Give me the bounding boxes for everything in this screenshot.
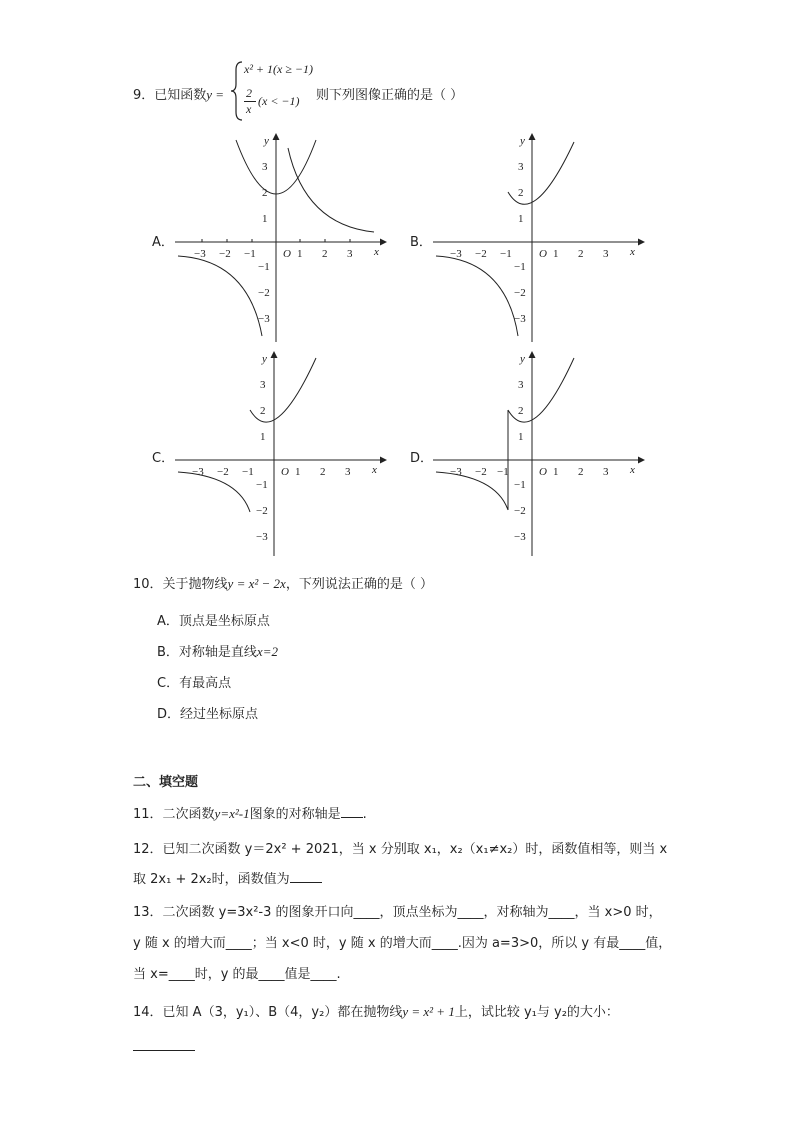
x-axis-label: x: [372, 464, 377, 476]
q9-piece1: x² + 1(x ≥ −1): [244, 62, 314, 76]
q9-stem: [133, 84, 224, 103]
q10-option-b-text: B．对称轴是直线: [157, 645, 257, 660]
q14-formula: y = x² + 1: [402, 1004, 455, 1019]
tick-label: 3: [347, 248, 353, 260]
tick-label: −1: [514, 479, 526, 491]
q14-suffix: 上，试比较 y₁与 y₂的大小：: [454, 1005, 619, 1020]
q10-prefix: 10．关于抛物线: [133, 577, 228, 592]
tick-label: −1: [500, 248, 512, 260]
tick-label: 3: [518, 161, 524, 173]
tick-label: −1: [256, 479, 268, 491]
tick-label: −2: [219, 248, 231, 260]
q11-stem: 11．二次函数y=x²-1图象的对称轴是 .: [133, 806, 367, 822]
origin-label: O: [283, 248, 291, 260]
q9-suffix: 则下列图像正确的是（ ）: [316, 88, 464, 103]
tick-label: 2: [322, 248, 328, 260]
tick-label: −3: [450, 466, 462, 478]
q12-line2-wrap: [133, 868, 322, 887]
q11-formula: y=x²-1: [214, 806, 250, 821]
y-axis-label: y: [520, 353, 525, 365]
q14-stem: [133, 1001, 619, 1020]
tick-label: 1: [297, 248, 303, 260]
tick-label: −2: [475, 248, 487, 260]
graph-c-label[interactable]: C．: [152, 451, 175, 466]
graph-d-label[interactable]: D．: [410, 451, 434, 466]
q9-piece2-den: x: [246, 102, 252, 116]
q10-suffix: ，下列说法正确的是（ ）: [285, 577, 433, 592]
tick-label: −3: [192, 466, 204, 478]
tick-label: 2: [578, 466, 584, 478]
q12-line2: 取 2x₁ + 2x₂时，函数值为: [133, 872, 290, 887]
tick-label: −2: [514, 505, 526, 517]
q10-option-b[interactable]: [157, 641, 278, 660]
tick-label: 1: [553, 466, 559, 478]
tick-label: 2: [578, 248, 584, 260]
tick-label: −3: [258, 313, 270, 325]
tick-label: −3: [450, 248, 462, 260]
graph-a-label[interactable]: A．: [152, 235, 174, 250]
tick-label: −3: [194, 248, 206, 260]
graph-c: [170, 348, 392, 558]
tick-label: 1: [518, 431, 524, 443]
hyperbola-left: [178, 472, 250, 512]
tick-label: 3: [603, 248, 609, 260]
tick-label: 1: [518, 213, 524, 225]
graph-b-label[interactable]: B．: [410, 235, 432, 250]
tick-label: 3: [345, 466, 351, 478]
tick-label: −2: [258, 287, 270, 299]
hyperbola-left: [178, 256, 262, 336]
q13-line2: y 随 x 的增大而____；当 x<0 时，y 随 x 的增大而____.因为 a=3>0，所以 y 有最____值，: [133, 936, 672, 951]
graph-a: [170, 130, 392, 345]
x-axis-label: x: [630, 464, 635, 476]
answer-blank[interactable]: [341, 805, 363, 818]
y-axis-label: y: [264, 135, 269, 147]
tick-label: 3: [603, 466, 609, 478]
answer-blank[interactable]: [290, 870, 322, 883]
tick-label: 1: [260, 431, 266, 443]
answer-blank[interactable]: [133, 1038, 195, 1051]
tick-label: 3: [262, 161, 268, 173]
q9-piecewise: [230, 60, 330, 122]
hyperbola-left: [436, 256, 518, 336]
brace-icon: [230, 60, 244, 122]
q14-text: 14．已知 A（3，y₁）、B（4，y₂）都在抛物线: [133, 1005, 403, 1020]
origin-label: O: [281, 466, 289, 478]
tick-label: 1: [295, 466, 301, 478]
q9-piece2-num: 2: [246, 86, 252, 100]
tick-label: −2: [514, 287, 526, 299]
tick-label: 3: [518, 379, 524, 391]
q12-line1: 12．已知二次函数 y＝2x² + 2021，当 x 分别取 x₁，x₂（x₁≠x₂）时，函数值相等，则当 x: [133, 842, 668, 857]
y-axis-label: y: [520, 135, 525, 147]
q9-prefix: 9．已知函数: [133, 88, 207, 103]
y-axis-label: y: [262, 353, 267, 365]
tick-label: −1: [258, 261, 270, 273]
q10-option-c[interactable]: C．有最高点: [157, 676, 232, 691]
q10-stem: [133, 573, 433, 592]
x-axis-label: x: [630, 246, 635, 258]
tick-label: −3: [256, 531, 268, 543]
tick-label: 2: [262, 187, 268, 199]
tick-label: −1: [497, 466, 509, 478]
tick-label: 2: [518, 405, 524, 417]
q13-line1: 13．二次函数 y=3x²-3 的图象开口向____，顶点坐标为____，对称轴为____，当 x>0 时，: [133, 905, 662, 920]
tick-label: 3: [260, 379, 266, 391]
tick-label: −1: [244, 248, 256, 260]
tick-label: 2: [260, 405, 266, 417]
q10-option-b-math: x=2: [256, 644, 278, 659]
origin-label: O: [539, 466, 547, 478]
tick-label: −1: [242, 466, 254, 478]
tick-label: 2: [320, 466, 326, 478]
tick-label: −3: [514, 313, 526, 325]
tick-label: −1: [514, 261, 526, 273]
q9-piece2-cond: (x < −1): [258, 94, 300, 108]
q13-line3: 当 x=____时，y 的最____值是____.: [133, 967, 341, 982]
graph-b: [428, 130, 650, 345]
q10-option-d[interactable]: D．经过坐标原点: [157, 707, 259, 722]
q10-option-a[interactable]: A．顶点是坐标原点: [157, 614, 270, 629]
hyperbola-right: [288, 148, 374, 232]
q10-formula: y = x² − 2x: [227, 576, 286, 591]
tick-label: 2: [518, 187, 524, 199]
tick-label: −3: [514, 531, 526, 543]
q11-prefix: 11．二次函数: [133, 807, 215, 822]
q11-suffix: 图象的对称轴是: [249, 807, 341, 822]
tick-label: −2: [217, 466, 229, 478]
q9-y: y =: [206, 87, 225, 102]
graph-d: [428, 348, 650, 558]
origin-label: O: [539, 248, 547, 260]
tick-label: 1: [262, 213, 268, 225]
x-axis-label: x: [374, 246, 379, 258]
tick-label: 1: [553, 248, 559, 260]
tick-label: −2: [475, 466, 487, 478]
tick-label: −2: [256, 505, 268, 517]
section-title: 二、填空题: [133, 775, 199, 790]
